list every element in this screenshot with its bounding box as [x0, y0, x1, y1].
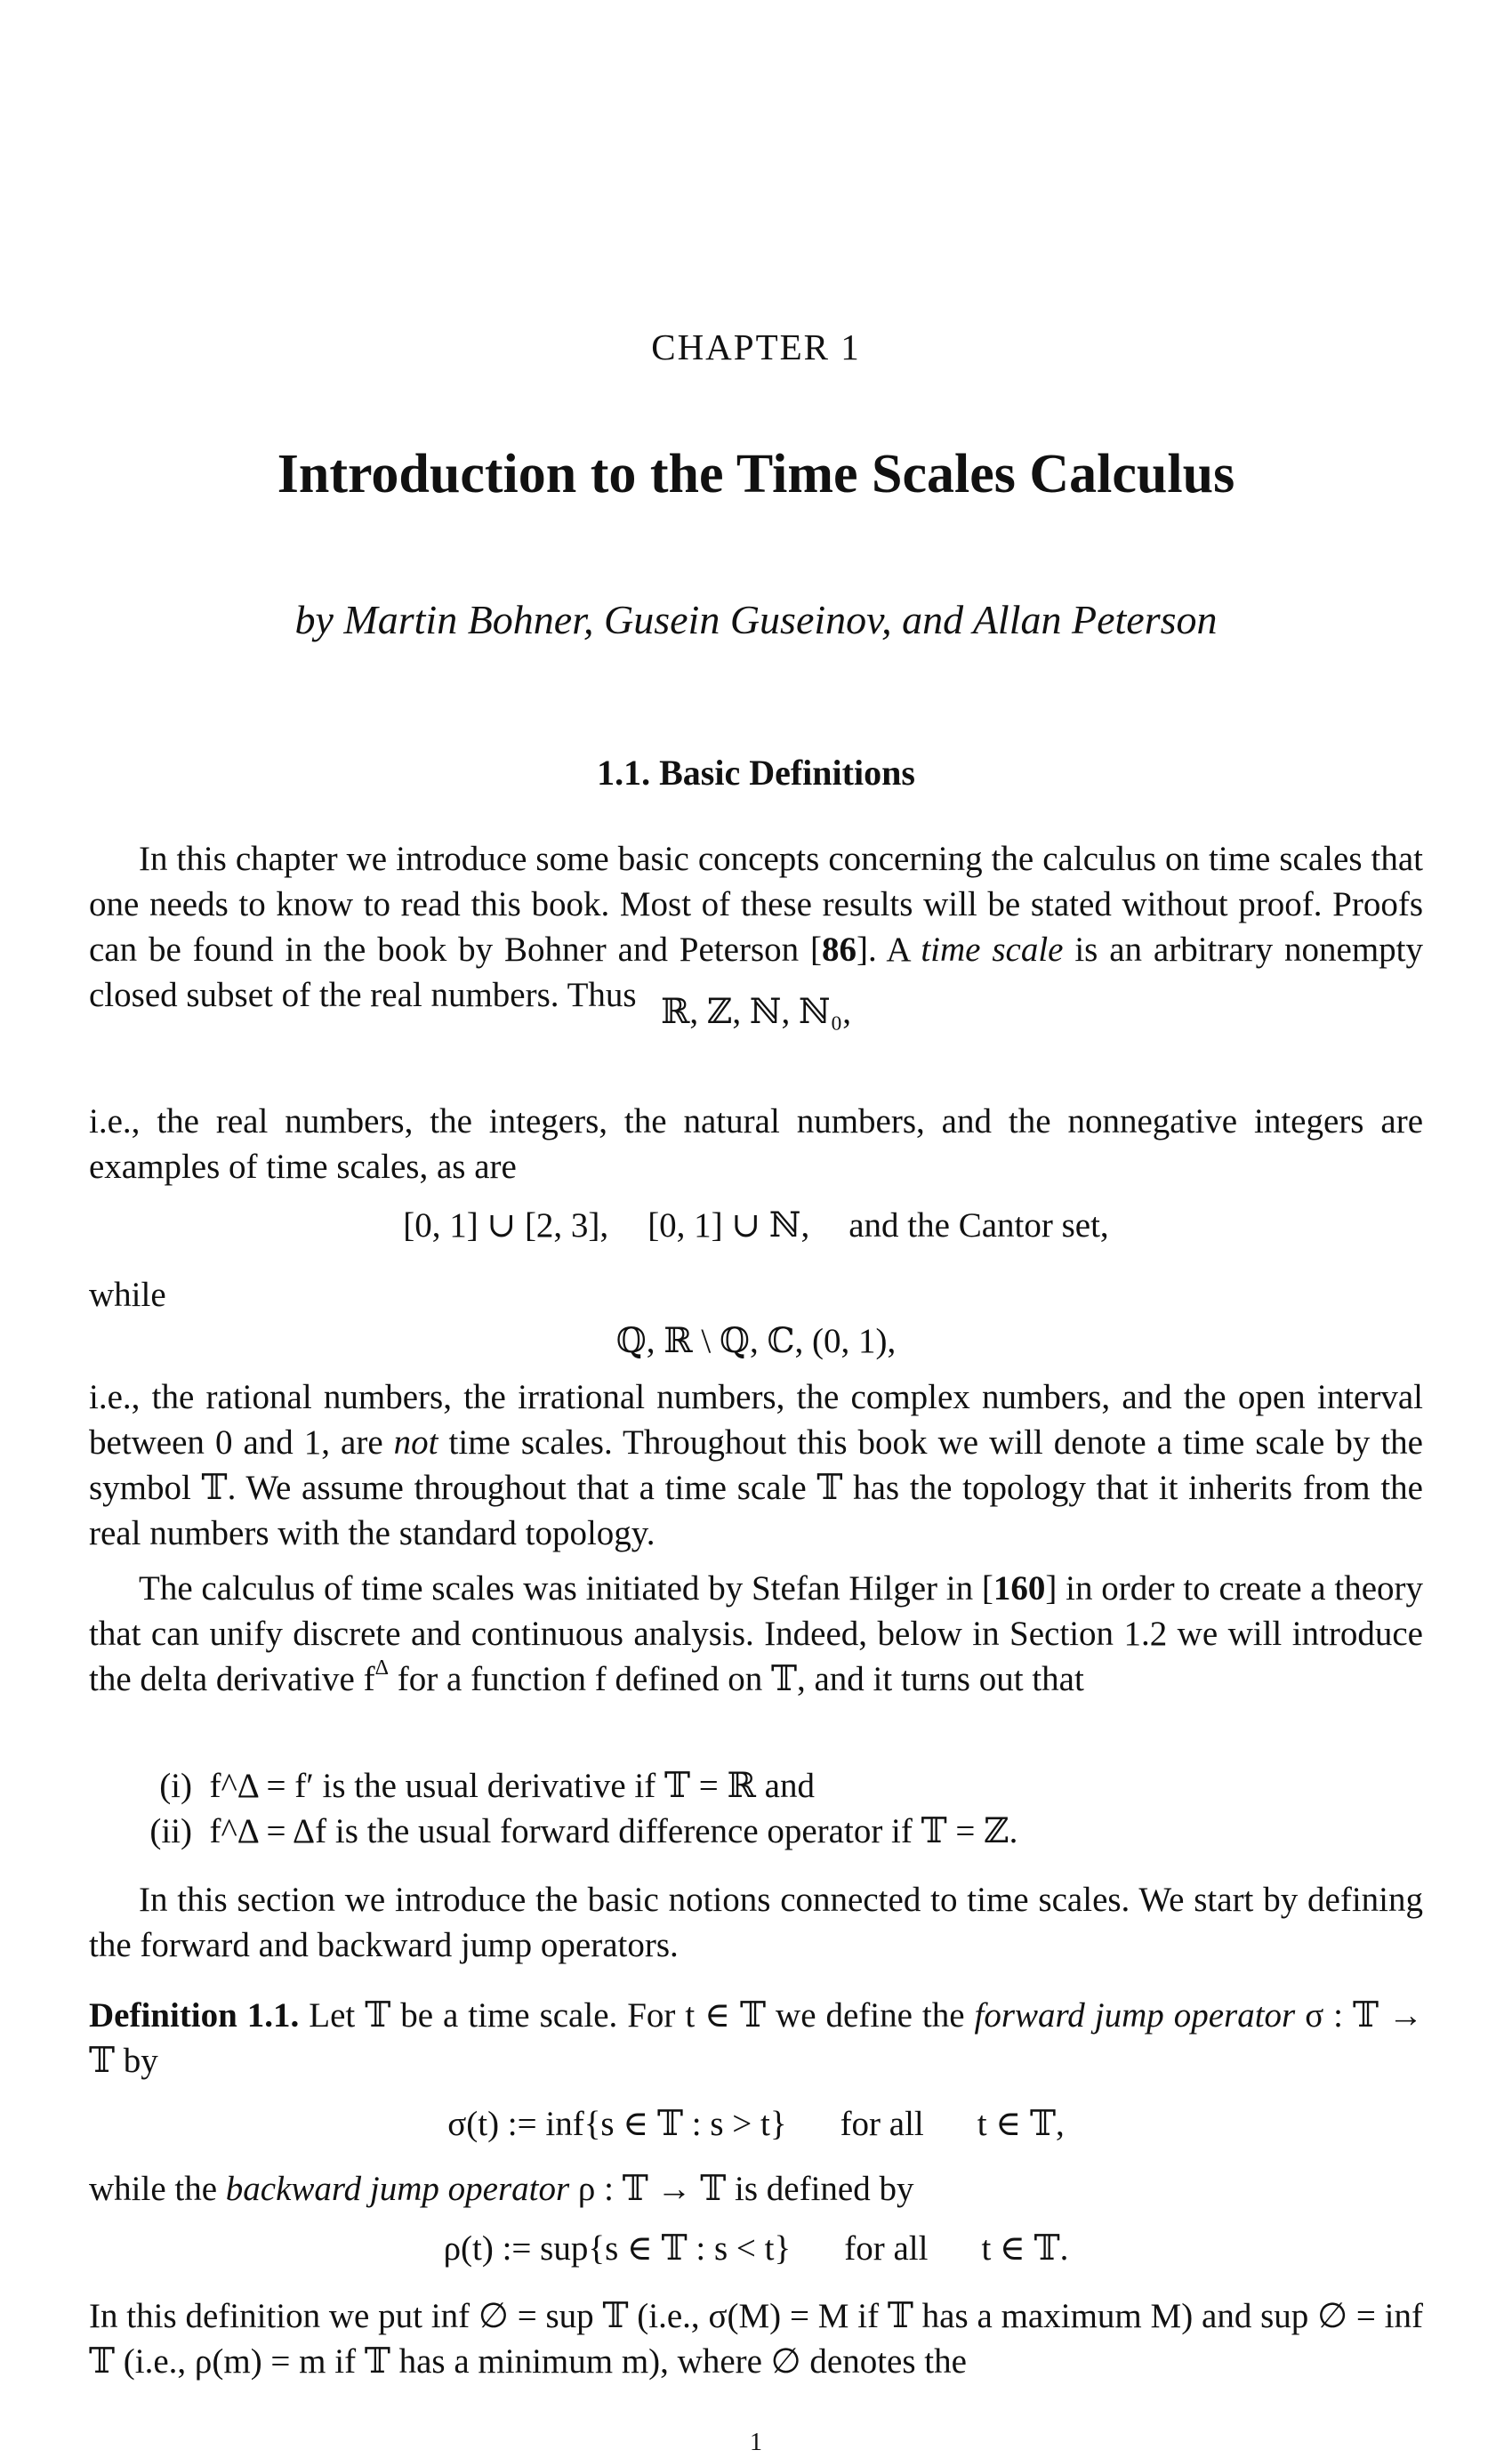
- chapter-label: CHAPTER 1: [651, 326, 861, 367]
- chapter-title: Introduction to the Time Scales Calculus: [277, 444, 1235, 504]
- display-time-scales: ℝ, ℤ, ℕ, ℕ₀,: [660, 993, 852, 1031]
- paragraph-section-intro: In this section we introduce the basic notions connected to time scales. We start by defining the forward and backward jump operators.: [89, 1881, 1423, 1964]
- display-forward-jump: σ(t) := inf{s ∈ 𝕋 : s > t} for all t ∈ 𝕋,: [447, 2105, 1065, 2143]
- paragraph-non-examples: i.e., the rational numbers, the irrational numbers, the complex numbers, and the open interval between 0 and 1, are not time scales. Throughout this book we will denote a time scale by the symbol 𝕋. We assume throughout that a time scale 𝕋 has the topology that it inherits from the real numbers with the standard topology.: [89, 1378, 1423, 1552]
- definition-backward: while the backward jump operator ρ : 𝕋 → 𝕋 is defined by: [89, 2170, 914, 2208]
- display-backward-jump: ρ(t) := sup{s ∈ 𝕋 : s < t} for all t ∈ 𝕋.: [443, 2229, 1069, 2268]
- authors: by Martin Bohner, Gusein Guseinov, and Allan Peterson: [294, 597, 1218, 642]
- paragraph-intro: In this chapter we introduce some basic concepts concerning the calculus on time scales that one needs to know to read this book. Most of these results will be stated without proof. Proofs can be found in the book by Bohner and Peterson [86]. A time scale is an arbitrary nonempty closed subset of the real numbers. Thus: [89, 840, 1424, 1014]
- page-number: 1: [750, 2429, 762, 2456]
- display-non-examples: ℚ, ℝ \ ℚ, ℂ, (0, 1),: [615, 1322, 897, 1360]
- while-text: while: [89, 1276, 166, 1314]
- display-more-examples: [0, 1] ∪ [2, 3], [0, 1] ∪ ℕ, and the Cantor set,: [403, 1206, 1109, 1245]
- paragraph-inf-sup: In this definition we put inf ∅ = sup 𝕋 (i.e., σ(M) = M if 𝕋 has a maximum M) and sup ∅ = inf 𝕋 (i.e., ρ(m) = m if 𝕋 has a minimum m), where ∅ denotes the: [89, 2297, 1423, 2381]
- definition-1-1: Definition 1.1. Let 𝕋 be a time scale. For t ∈ 𝕋 we define the forward jump operator σ : 𝕋 → 𝕋 by: [89, 1996, 1423, 2080]
- paragraph-examples: i.e., the real numbers, the integers, the natural numbers, and the nonnegative integers are examples of time scales, as are: [89, 1102, 1423, 1186]
- paragraph-hilger: The calculus of time scales was initiated by Stefan Hilger in [160] in order to create a theory that can unify discrete and continuous analysis. Indeed, below in Section 1.2 we will introduce the delta derivative $f^\Delta$ for a function f defined on 𝕋, and it turns out that: [89, 1569, 1424, 1698]
- section-title: 1.1. Basic Definitions: [597, 753, 915, 793]
- list-item-1: (i) f^Δ = f′ is the usual derivative if 𝕋 = ℝ and: [159, 1767, 815, 1805]
- list-item-2: (ii) f^Δ = Δf is the usual forward difference operator if 𝕋 = ℤ.: [149, 1812, 1018, 1850]
